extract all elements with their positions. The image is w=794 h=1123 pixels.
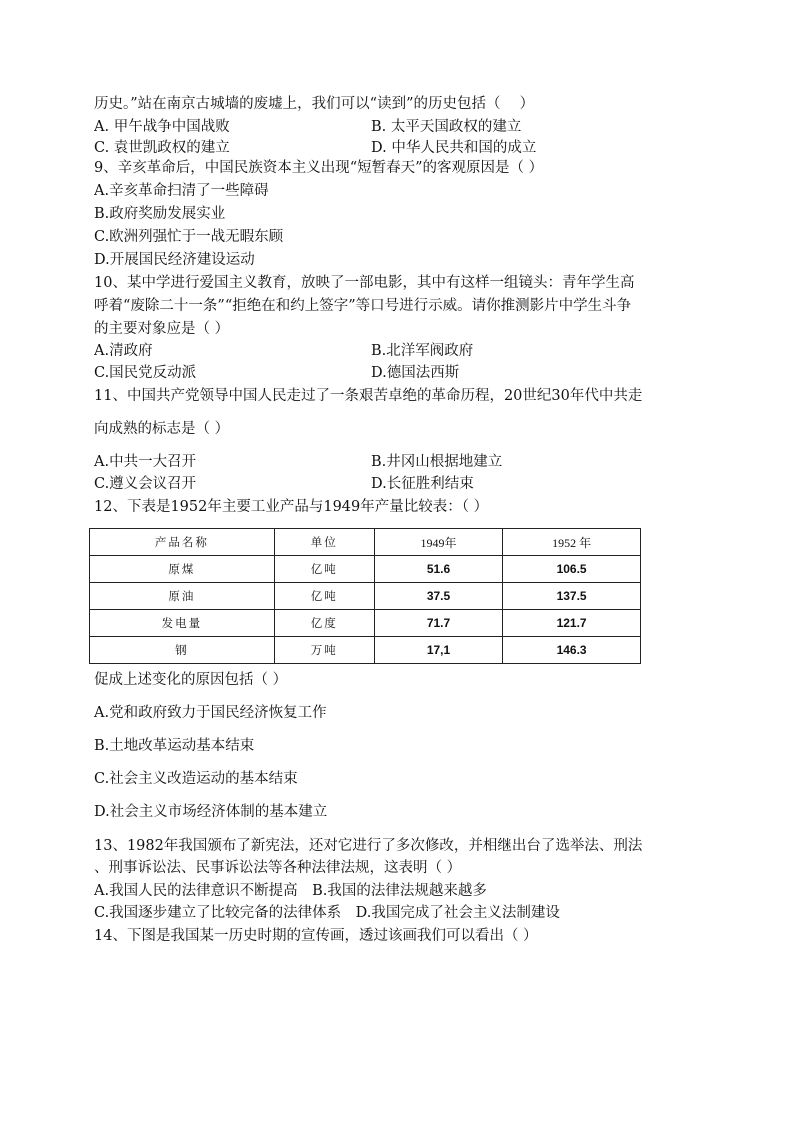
q12-option-c: C.社会主义改造运动的基本结束 bbox=[94, 771, 298, 787]
table-row bbox=[90, 610, 641, 637]
table-cell: 51.6 bbox=[374, 556, 502, 583]
table-cell: 37.5 bbox=[374, 583, 502, 610]
table-header-cell: 单位 bbox=[274, 529, 374, 556]
q10-option-d: D.德国法西斯 bbox=[371, 365, 460, 381]
q8-option-c: C. 袁世凯政权的建立 bbox=[94, 140, 230, 156]
q11-stem-line-2: 向成熟的标志是（ ） bbox=[94, 421, 230, 437]
q14-stem: 14、下图是我国某一历史时期的宣传画，透过该画我们可以看出（ ） bbox=[94, 928, 538, 944]
q11-option-c: C.遵义会议召开 bbox=[94, 476, 197, 492]
table-cell: 146.3 bbox=[503, 637, 641, 664]
q9-stem: 9、辛亥革命后，中国民族资本主义出现“短暂春天”的客观原因是（ ） bbox=[94, 160, 544, 176]
table-cell: 原油 bbox=[90, 583, 275, 610]
table-header-row bbox=[90, 529, 641, 556]
q11-option-b: B.井冈山根据地建立 bbox=[371, 454, 503, 470]
q9-option-a: A.辛亥革命扫清了一些障碍 bbox=[94, 183, 269, 199]
table-row bbox=[90, 556, 641, 583]
q12-followup: 促成上述变化的原因包括（ ） bbox=[94, 672, 288, 688]
production-table bbox=[89, 528, 641, 664]
q9-option-b: B.政府奖励发展实业 bbox=[94, 206, 226, 222]
table-cell: 17,1 bbox=[374, 637, 502, 664]
table-row bbox=[90, 583, 641, 610]
q8-stem-tail: 历史。”站在南京古城墙的废墟上，我们可以“读到”的历史包括（ ） bbox=[94, 96, 535, 112]
q11-option-d: D.长征胜利结束 bbox=[371, 476, 474, 492]
table-row bbox=[90, 637, 641, 664]
q8-option-d: D. 中华人民共和国的成立 bbox=[371, 140, 537, 156]
table-cell: 万吨 bbox=[274, 637, 374, 664]
q12-option-d: D.社会主义市场经济体制的基本建立 bbox=[94, 804, 328, 820]
table-cell: 71.7 bbox=[374, 610, 502, 637]
table-header-cell: 1952 年 bbox=[503, 529, 641, 556]
q13-options-line-1: A.我国人民的法律意识不断提高 B.我国的法律法规越来越多 bbox=[94, 883, 487, 899]
q10-stem-line-2: 呼着“废除二十一条”“拒绝在和约上签字”等口号进行示威。请你推测影片中学生斗争 bbox=[94, 298, 632, 314]
q10-option-b: B.北洋军阀政府 bbox=[371, 343, 474, 359]
q12-option-b: B.土地改革运动基本结束 bbox=[94, 738, 255, 754]
q9-option-d: D.开展国民经济建设运动 bbox=[94, 252, 255, 268]
q9-option-c: C.欧洲列强忙于一战无暇东顾 bbox=[94, 229, 284, 245]
table-cell: 106.5 bbox=[503, 556, 641, 583]
q13-stem-line-1: 13、1982年我国颁布了新宪法，还对它进行了多次修改，并相继出台了选举法、刑法 bbox=[94, 838, 643, 854]
q12-stem: 12、下表是1952年主要工业产品与1949年产量比较表：（ ） bbox=[94, 499, 489, 515]
q10-stem-line-1: 10、某中学进行爱国主义教育，放映了一部电影，其中有这样一组镜头：青年学生高 bbox=[94, 275, 635, 291]
q11-stem-line-1: 11、中国共产党领导中国人民走过了一条艰苦卓绝的革命历程，20世纪30年代中共走 bbox=[94, 388, 643, 404]
table-cell: 亿度 bbox=[274, 610, 374, 637]
q13-options-line-2: C.我国逐步建立了比较完备的法律体系 D.我国完成了社会主义法制建设 bbox=[94, 905, 560, 921]
q13-stem-line-2: 、刑事诉讼法、民事诉讼法等各种法律法规，这表明（ ） bbox=[94, 860, 462, 876]
q8-option-a: A. 甲午战争中国战败 bbox=[94, 119, 230, 135]
table-cell: 137.5 bbox=[503, 583, 641, 610]
table-cell: 钢 bbox=[90, 637, 275, 664]
table-cell: 121.7 bbox=[503, 610, 641, 637]
table-cell: 亿吨 bbox=[274, 556, 374, 583]
table-cell: 原煤 bbox=[90, 556, 275, 583]
table-header-cell: 1949年 bbox=[374, 529, 502, 556]
q10-option-a: A.清政府 bbox=[94, 343, 153, 359]
table-cell: 亿吨 bbox=[274, 583, 374, 610]
q11-option-a: A.中共一大召开 bbox=[94, 454, 197, 470]
q8-option-b: B. 太平天国政权的建立 bbox=[371, 119, 522, 135]
q10-option-c: C.国民党反动派 bbox=[94, 365, 197, 381]
table-cell: 发电量 bbox=[90, 610, 275, 637]
table-header-cell: 产品名称 bbox=[90, 529, 275, 556]
q10-stem-line-3: 的主要对象应是（ ） bbox=[94, 321, 230, 337]
q12-option-a: A.党和政府致力于国民经济恢复工作 bbox=[94, 705, 327, 721]
